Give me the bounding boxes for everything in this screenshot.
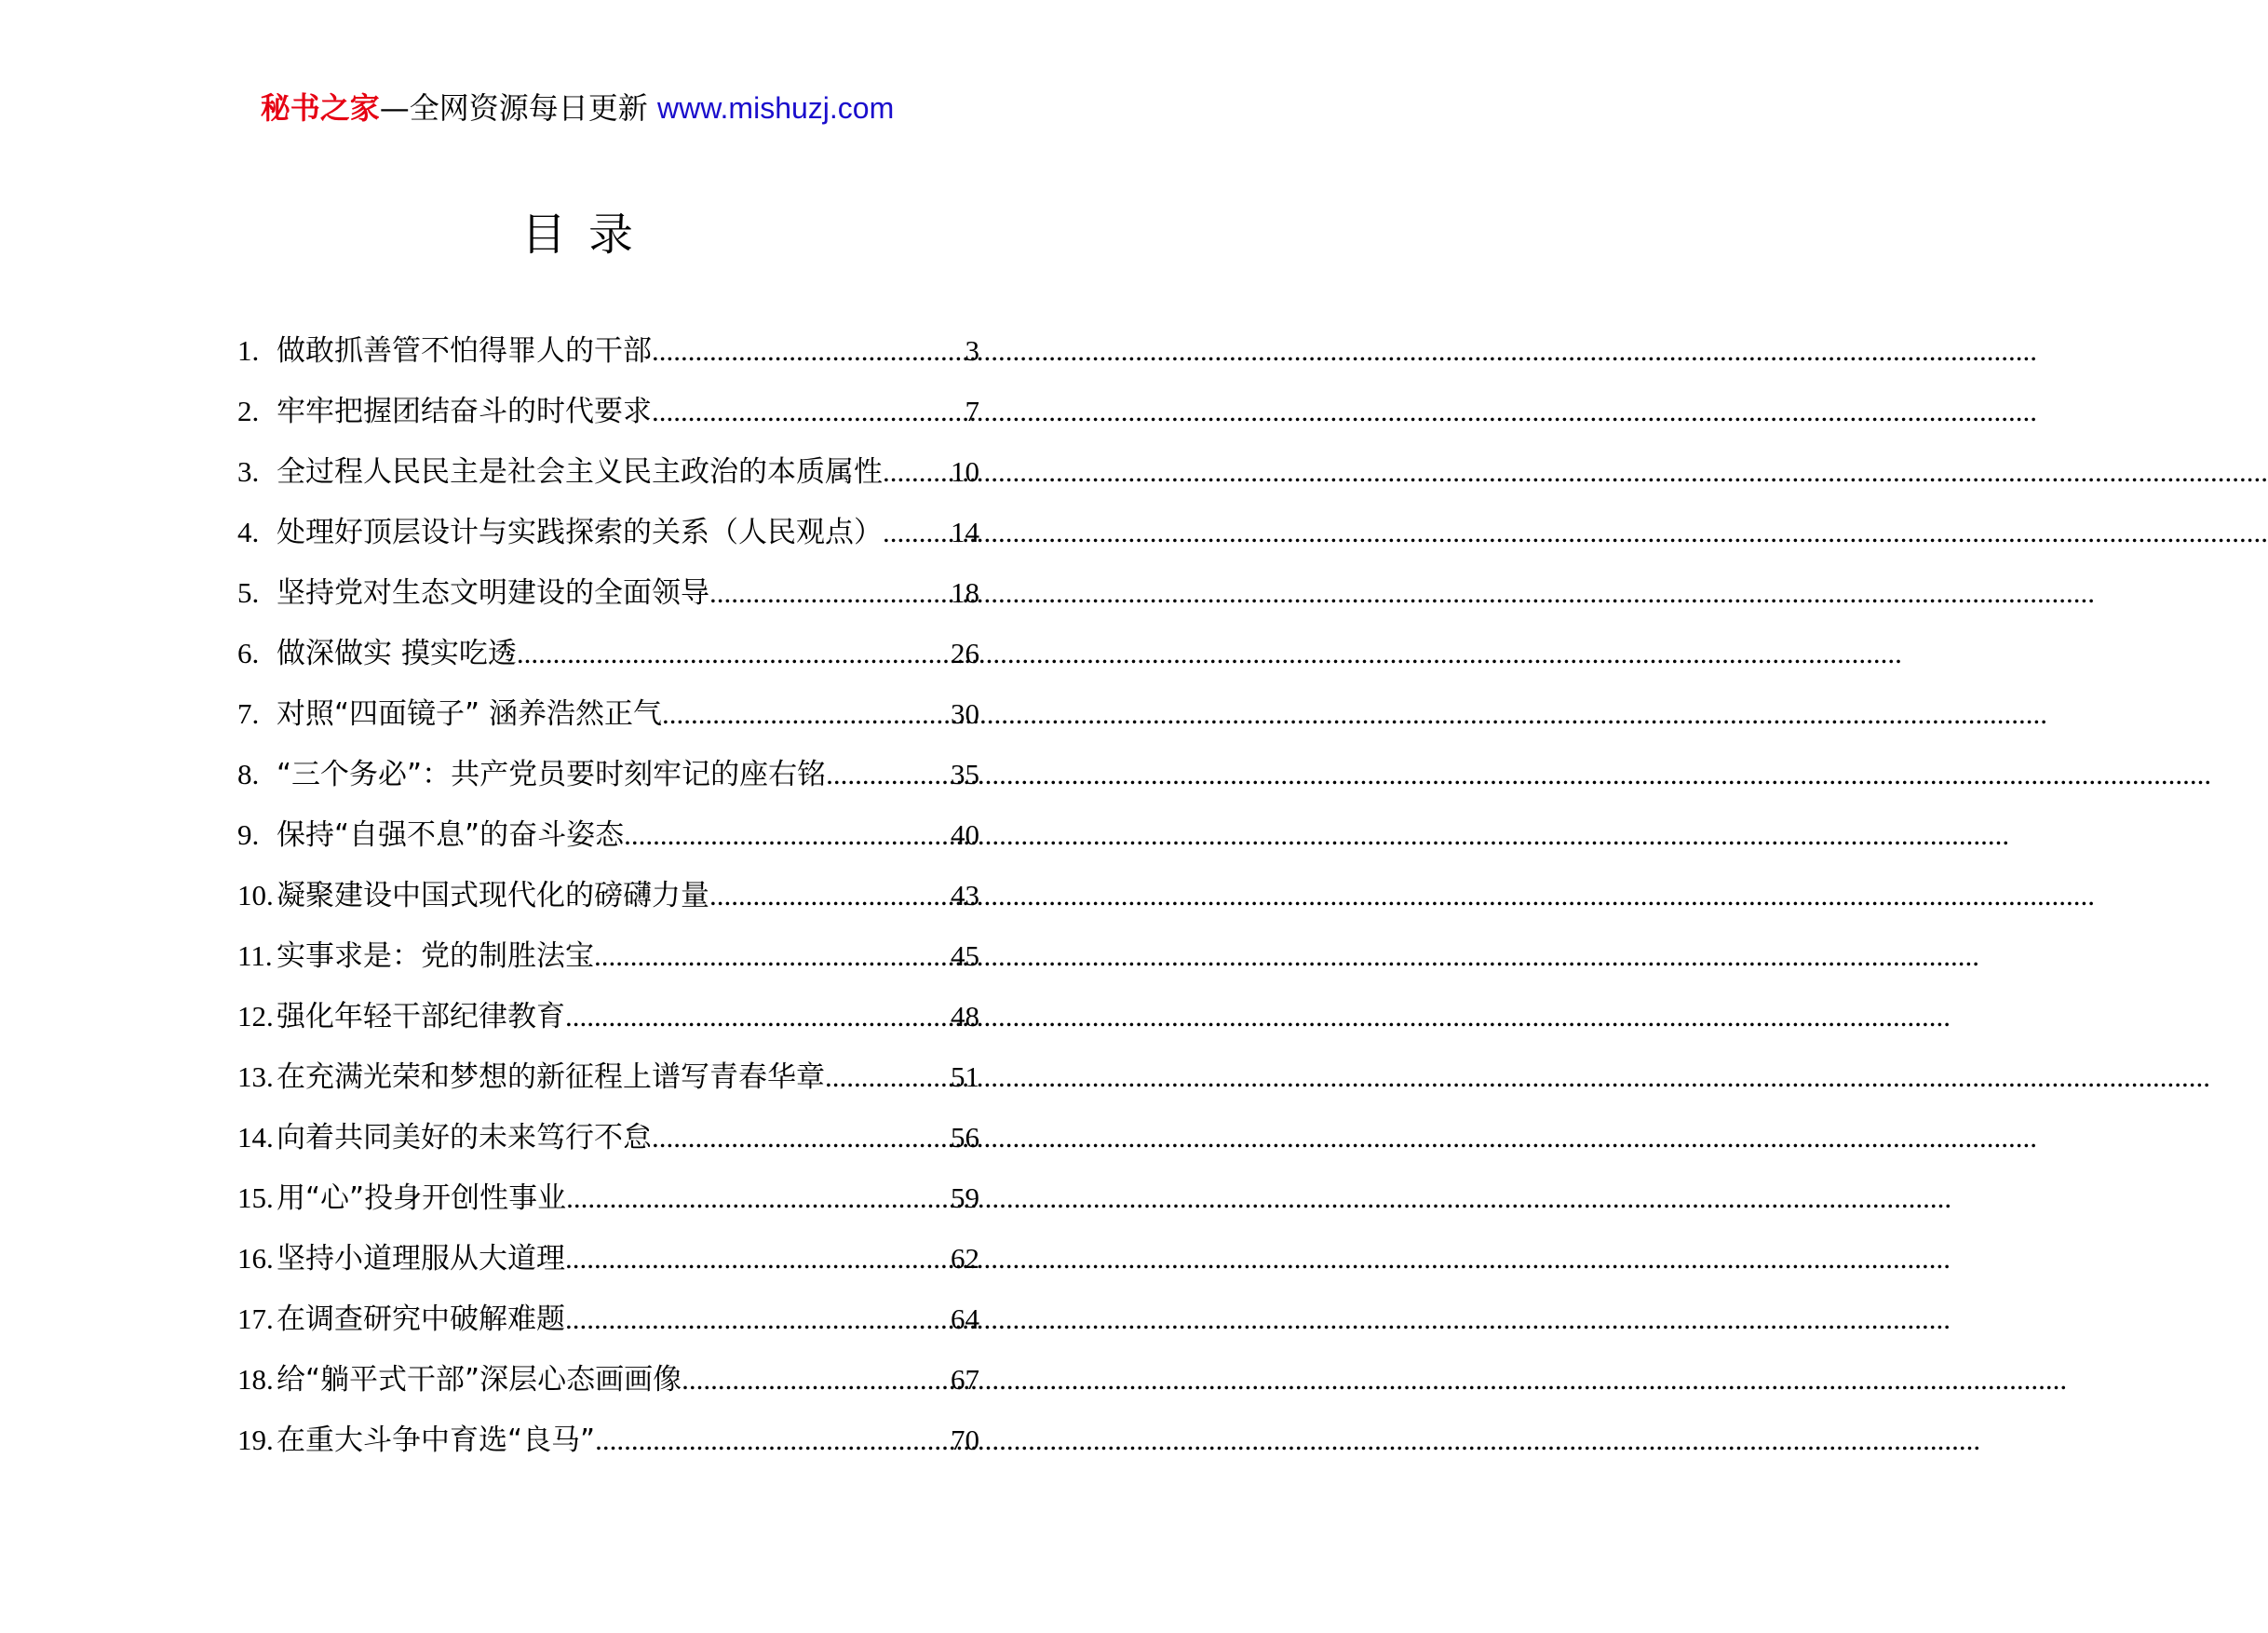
toc-entry-number: 1. bbox=[237, 334, 260, 367]
toc-dot-leader bbox=[652, 332, 965, 370]
toc-entry-title: 实事求是：党的制胜法宝 bbox=[277, 939, 594, 973]
toc-entry-page: 7 bbox=[965, 395, 979, 427]
toc-entry-number: 19. bbox=[237, 1424, 274, 1456]
toc-entry-page: 59 bbox=[951, 1181, 979, 1214]
toc-entry[interactable] bbox=[237, 393, 979, 453]
toc-entry-number: 6. bbox=[237, 637, 260, 669]
toc-dot-leader bbox=[565, 1240, 951, 1277]
toc-entry[interactable] bbox=[237, 1059, 979, 1119]
toc-entry[interactable] bbox=[237, 1180, 979, 1240]
toc-entry[interactable] bbox=[237, 938, 979, 998]
toc-entry-title: 保持“自强不息”的奋斗姿态 bbox=[277, 818, 625, 852]
toc-entry[interactable] bbox=[237, 332, 979, 393]
toc-dot-leader bbox=[624, 816, 951, 854]
toc-dot-leader bbox=[883, 453, 951, 491]
toc-entry-number: 15. bbox=[237, 1181, 274, 1214]
toc-entry[interactable] bbox=[237, 695, 979, 756]
toc-entry-title: 在充满光荣和梦想的新征程上谱写青春华章 bbox=[277, 1060, 825, 1094]
toc-entry[interactable] bbox=[237, 877, 979, 938]
toc-dot-leader bbox=[652, 393, 965, 430]
toc-entry-page: 35 bbox=[951, 758, 979, 790]
toc-entry-page: 40 bbox=[951, 818, 979, 851]
toc-dot-leader bbox=[594, 938, 951, 975]
toc-entry-page: 18 bbox=[951, 576, 979, 609]
toc-entry-number: 17. bbox=[237, 1302, 274, 1335]
toc-entry[interactable] bbox=[237, 514, 979, 574]
site-tagline: —全网资源每日更新 bbox=[379, 90, 657, 126]
toc-entry-page: 10 bbox=[951, 455, 979, 488]
page-title: 目录 bbox=[520, 209, 655, 261]
toc-dot-leader bbox=[709, 877, 951, 914]
toc-dot-leader bbox=[709, 574, 951, 612]
toc-entry-number: 9. bbox=[237, 818, 260, 851]
toc-entry-number: 13. bbox=[237, 1060, 274, 1093]
toc-entry-title: 坚持党对生态文明建设的全面领导 bbox=[277, 576, 709, 610]
site-url-link[interactable]: www.mishuzj.com bbox=[656, 91, 895, 125]
toc-entry-number: 3. bbox=[237, 455, 260, 488]
toc-entry-title: 坚持小道理服从大道理 bbox=[277, 1242, 565, 1275]
toc-entry-page: 45 bbox=[951, 939, 979, 972]
toc-entry[interactable] bbox=[237, 1119, 979, 1180]
toc-entry[interactable] bbox=[237, 756, 979, 816]
toc-entry-number: 18. bbox=[237, 1363, 274, 1396]
toc-dot-leader bbox=[826, 756, 951, 793]
toc-dot-leader bbox=[883, 514, 951, 551]
toc-entry-page: 51 bbox=[951, 1060, 979, 1093]
toc-entry-title: 在重大斗争中育选“良马” bbox=[277, 1424, 596, 1457]
toc-entry-page: 62 bbox=[951, 1242, 979, 1275]
toc-entry[interactable] bbox=[237, 1240, 979, 1301]
toc-entry-page: 26 bbox=[951, 637, 979, 669]
toc-entry-page: 64 bbox=[951, 1302, 979, 1335]
toc-dot-leader bbox=[517, 635, 951, 672]
toc-dot-leader bbox=[652, 1119, 951, 1156]
toc-entry-page: 43 bbox=[951, 879, 979, 911]
toc-entry-number: 10. bbox=[237, 879, 274, 911]
toc-entry-title: 凝聚建设中国式现代化的磅礴力量 bbox=[277, 879, 709, 912]
toc-entry-title: 用“心”投身开创性事业 bbox=[277, 1181, 567, 1215]
toc-entry-number: 8. bbox=[237, 758, 260, 790]
toc-entry[interactable] bbox=[237, 1422, 979, 1482]
toc-entry-page: 14 bbox=[951, 516, 979, 548]
toc-entry-number: 4. bbox=[237, 516, 260, 548]
toc-entry-title: 向着共同美好的未来笃行不怠 bbox=[277, 1121, 652, 1154]
toc-entry-title: 对照“四面镜子” 涵养浩然正气 bbox=[277, 697, 662, 731]
toc-entry-title: 做敢抓善管不怕得罪人的干部 bbox=[277, 334, 652, 368]
toc-entry-page: 56 bbox=[951, 1121, 979, 1154]
toc-dot-leader bbox=[565, 1301, 951, 1338]
toc-entry[interactable] bbox=[237, 1301, 979, 1361]
toc-entry-title: 处理好顶层设计与实践探索的关系（人民观点） bbox=[277, 516, 883, 549]
toc-dot-leader bbox=[565, 998, 951, 1035]
toc-entry[interactable] bbox=[237, 1361, 979, 1422]
toc-entry-title: 全过程人民民主是社会主义民主政治的本质属性 bbox=[277, 455, 883, 489]
toc-entry-title: 做深做实 摸实吃透 bbox=[277, 637, 517, 670]
toc-entry[interactable] bbox=[237, 816, 979, 877]
toc-entry-page: 48 bbox=[951, 1000, 979, 1032]
toc-entry-number: 11. bbox=[237, 939, 273, 972]
table-of-contents bbox=[237, 332, 979, 1482]
toc-entry-number: 5. bbox=[237, 576, 260, 609]
toc-entry-number: 14. bbox=[237, 1121, 274, 1154]
toc-entry-title: 强化年轻干部纪律教育 bbox=[277, 1000, 565, 1033]
toc-dot-leader bbox=[825, 1059, 951, 1096]
toc-dot-leader bbox=[662, 695, 951, 733]
toc-entry-title: 在调查研究中破解难题 bbox=[277, 1302, 565, 1336]
toc-entry-title: 牢牢把握团结奋斗的时代要求 bbox=[277, 395, 652, 428]
toc-entry-number: 7. bbox=[237, 697, 260, 730]
toc-entry-page: 3 bbox=[965, 334, 979, 367]
toc-entry-page: 30 bbox=[951, 697, 979, 730]
toc-entry[interactable] bbox=[237, 998, 979, 1059]
toc-entry-page: 70 bbox=[951, 1424, 979, 1456]
toc-entry-page: 67 bbox=[951, 1363, 979, 1396]
toc-entry-number: 2. bbox=[237, 395, 260, 427]
toc-entry[interactable] bbox=[237, 635, 979, 695]
toc-entry[interactable] bbox=[237, 453, 979, 514]
toc-dot-leader bbox=[595, 1422, 951, 1459]
toc-dot-leader bbox=[682, 1361, 951, 1398]
toc-dot-leader bbox=[566, 1180, 951, 1217]
toc-entry-number: 16. bbox=[237, 1242, 274, 1275]
toc-entry-title: 给“躺平式干部”深层心态画画像 bbox=[277, 1363, 682, 1397]
toc-entry[interactable] bbox=[237, 574, 979, 635]
toc-entry-number: 12. bbox=[237, 1000, 274, 1032]
site-header bbox=[0, 89, 1154, 127]
toc-entry-title: “三个务必”：共产党员要时刻牢记的座右铭 bbox=[277, 758, 827, 791]
site-brand: 秘书之家 bbox=[260, 90, 380, 126]
